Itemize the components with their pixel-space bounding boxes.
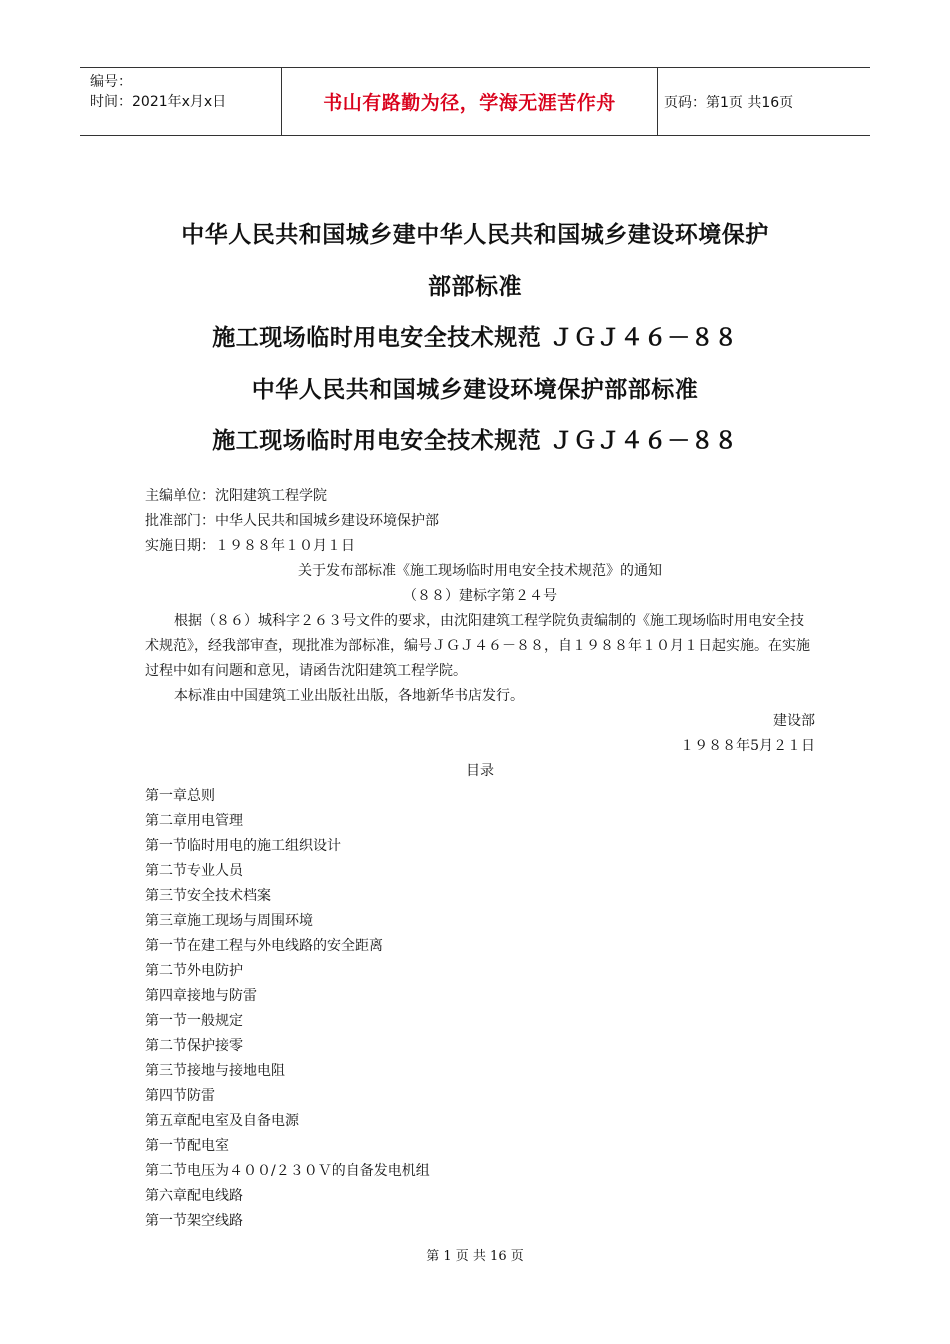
- toc-item: 第二章用电管理: [145, 813, 243, 829]
- toc-item: 第五章配电室及自备电源: [145, 1113, 299, 1129]
- toc-item: 第六章配电线路: [145, 1188, 243, 1204]
- toc-item: 第一节一般规定: [145, 1013, 243, 1029]
- title-line-4: 中华人民共和国城乡建设环境保护部部标准: [251, 376, 699, 403]
- toc-item: 第一节在建工程与外电线路的安全距离: [145, 938, 383, 954]
- toc-item: 第一节临时用电的施工组织设计: [145, 838, 341, 854]
- sign-date: １９８８年5月２１日: [680, 738, 815, 754]
- document-title: [0, 210, 950, 468]
- title-line-1: 中华人民共和国城乡建中华人民共和国城乡建设环境保护: [181, 222, 769, 248]
- notice-title: 关于发布部标准《施工现场临时用电安全技术规范》的通知: [298, 563, 662, 579]
- title-line-2: 部部标准: [428, 273, 522, 300]
- number-label: 编号：: [90, 74, 132, 90]
- effective-date: 实施日期：１９８８年１０月１日: [145, 538, 355, 554]
- document-body: [145, 484, 815, 1234]
- title-line-3: 施工现场临时用电安全技术规范 ＪＧＪ４６－８８: [212, 325, 738, 351]
- header-page-cell: [658, 68, 870, 135]
- toc-list: [145, 784, 815, 1234]
- signature: 建设部: [773, 713, 815, 729]
- toc-item: 第二节电压为４００/２３０Ｖ的自备发电机组: [145, 1163, 430, 1179]
- toc-item: 第一章总则: [145, 788, 215, 804]
- notice-number: （８８）建标字第２４号: [403, 588, 557, 604]
- editor-unit: 主编单位：沈阳建筑工程学院: [145, 488, 327, 504]
- toc-item: 第四章接地与防雷: [145, 988, 257, 1004]
- page-footer: 第 1 页 共 16 页: [426, 1249, 524, 1264]
- toc-item: 第二节专业人员: [145, 863, 243, 879]
- header-left-cell: [80, 68, 282, 135]
- time-label: 时间：2021年x月x日: [90, 94, 227, 110]
- motto-text: 书山有路勤为径，学海无涯苦作舟: [323, 92, 616, 114]
- toc-item: 第一节配电室: [145, 1138, 229, 1154]
- toc-item: 第一节架空线路: [145, 1213, 243, 1229]
- toc-item: 第三节接地与接地电阻: [145, 1063, 285, 1079]
- page-info: 页码：第1页 共16页: [664, 94, 794, 111]
- notice-paragraph-1: 根据（８６）城科字２６３号文件的要求，由沈阳建筑工程学院负责编制的《施工现场临时用电安全技术规范》，经我部审查，现批准为部标准，编号ＪＧＪ４６－８８，自１９８８年１０月１日起实施。在实施过程中如有问题和意见，请函告沈阳建筑工程学院。: [145, 613, 810, 679]
- toc-item: 第三节安全技术档案: [145, 888, 271, 904]
- toc-heading: 目录: [466, 763, 494, 779]
- page-header: [80, 67, 870, 136]
- notice-paragraph-2: 本标准由中国建筑工业出版社出版，各地新华书店发行。: [174, 688, 524, 704]
- approver-dept: 批准部门：中华人民共和国城乡建设环境保护部: [145, 513, 439, 529]
- title-line-5: 施工现场临时用电安全技术规范 ＪＧＪ４６－８８: [212, 428, 738, 454]
- toc-item: 第三章施工现场与周围环境: [145, 913, 313, 929]
- toc-item: 第二节外电防护: [145, 963, 243, 979]
- toc-item: 第四节防雷: [145, 1088, 215, 1104]
- header-motto-cell: [282, 68, 658, 135]
- toc-item: 第二节保护接零: [145, 1038, 243, 1054]
